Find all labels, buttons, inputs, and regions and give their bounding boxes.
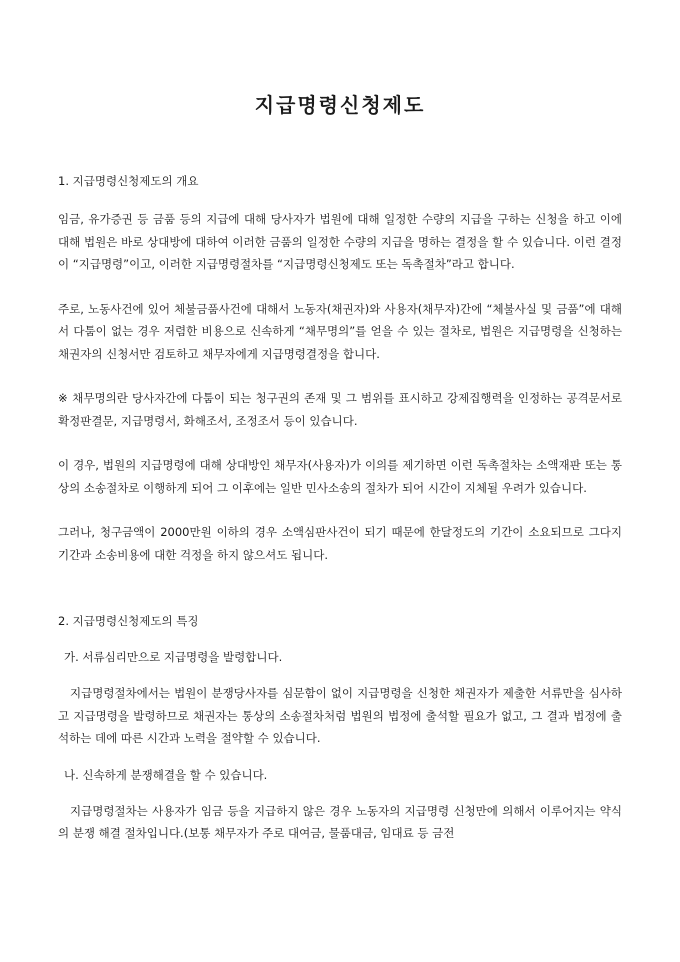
paragraph-labor-cases: 주로, 노동사건에 있어 체불금품사건에 대해서 노동자(채권자)와 사용자(채무자)간에 “체불사실 및 금품”에 대해서 다툼이 없는 경우 저렴한 비용으로 신속하게 “채무명의”를 얻을 수 있는 절차로, 법원은 지급명령을 신청하는 채권자의 신청서만 검토하고 채무자에게 지급명령결정을 합니다. (58, 301, 622, 361)
section-heading-overview: 1. 지급명령신청제도의 개요 (58, 174, 199, 188)
subsection-label-document-review: 가. 서류심리만으로 지급명령을 발령합니다. (64, 650, 283, 664)
document-title: 지급명령신청제도 (254, 93, 426, 117)
paragraph-small-claims: 그러나, 청구금액이 2000만원 이하의 경우 소액심판사건이 되기 때문에 한달정도의 기간이 소요되므로 그다지 기간과 소송비용에 대한 걱정을 하지 않으셔도 됩니다. (58, 525, 622, 562)
paragraph-definition: 임금, 유가증권 등 금품 등의 지급에 대해 당사자가 법원에 대해 일정한 수량의 지급을 구하는 신청을 하고 이에 대해 법원은 바로 상대방에 대하여 이러한 금품의 일정한 수량의 지급을 명하는 결정을 할 수 있습니다. 이런 결정이 “지급명령”이고, 이러한 지급명령절차를 “지급명령신청제도 또는 독촉절차”라고 합니다. (58, 212, 622, 271)
subsection-label-quick-resolution: 나. 신속하게 분쟁해결을 할 수 있습니다. (64, 767, 268, 782)
paragraph-note-debt-title: ※ 채무명의란 당사자간에 다툼이 되는 청구권의 존재 및 그 범위를 표시하고 강제집행력을 인정하는 공격문서로 확정판결문, 지급명령서, 화해조서, 조정조서 등이 있습니다. (58, 391, 622, 428)
paragraph-objection: 이 경우, 법원의 지급명령에 대해 상대방인 채무자(사용자)가 이의를 제기하면 이런 독촉절차는 소액재판 또는 통상의 소송절차로 이행하게 되어 그 이후에는 일반 민사소송의 절차가 되어 시간이 지체될 우려가 있습니다. (58, 458, 622, 495)
paragraph-quick-resolution: 지급명령절차는 사용자가 임금 등을 지급하지 않은 경우 노동자의 지급명령 신청만에 의해서 이루어지는 약식의 분쟁 해결 절차입니다.(보통 채무자가 주로 대여금, 물품대금, 임대료 등 금전 (58, 803, 622, 840)
paragraph-document-review: 지급명령절차에서는 법원이 분쟁당사자를 심문함이 없이 지급명령을 신청한 채권자가 제출한 서류만을 심사하고 지급명령을 발령하므로 채권자는 통상의 소송절차처럼 법원의 법정에 출석할 필요가 없고, 그 결과 법정에 출석하는 데에 따른 시간과 노력을 절약할 수 있습니다. (58, 686, 622, 745)
section-heading-features: 2. 지급명령신청제도의 특징 (58, 614, 199, 628)
